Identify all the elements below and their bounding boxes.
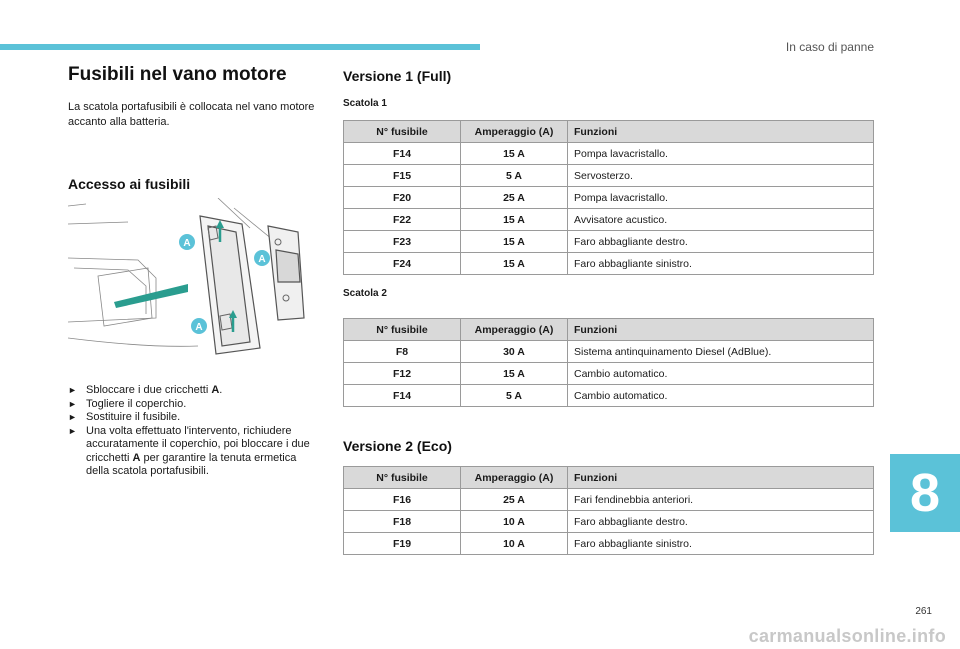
fuse-amperage: 15 A: [461, 143, 568, 165]
col-header-fuse: N° fusibile: [344, 467, 461, 489]
box1-label: Scatola 1: [343, 98, 387, 109]
fuse-amperage: 10 A: [461, 533, 568, 555]
fuse-number: F8: [344, 341, 461, 363]
section-title: In caso di panne: [785, 40, 874, 54]
fuse-number: F19: [344, 533, 461, 555]
fuse-amperage: 15 A: [461, 363, 568, 385]
col-header-amperage: Amperaggio (A): [461, 467, 568, 489]
table-header-row: [344, 121, 874, 143]
table-row: [344, 489, 874, 511]
fuse-number: F12: [344, 363, 461, 385]
col-header-functions: Funzioni: [568, 319, 874, 341]
watermark: carmanualsonline.info: [748, 626, 946, 646]
fuse-amperage: 15 A: [461, 231, 568, 253]
fuse-amperage: 5 A: [461, 385, 568, 407]
fuse-number: F22: [344, 209, 461, 231]
svg-text:A: A: [258, 254, 266, 265]
table-header-row: [344, 319, 874, 341]
version1-heading: Versione 1 (Full): [343, 68, 452, 84]
table-row: [344, 253, 874, 275]
fuse-function: Fari fendinebbia anteriori.: [568, 489, 874, 511]
box2-label: Scatola 2: [343, 288, 387, 299]
fuse-number: F20: [344, 187, 461, 209]
fuse-function: Pompa lavacristallo.: [568, 187, 874, 209]
step-item: ► Una volta effettuato l'intervento, richiudere accuratamente il coperchio, poi bloccare i due cricchetti A per garantire la tenuta ermetica della scatola portafusibili.: [68, 424, 310, 477]
table-row: [344, 165, 874, 187]
box1-fuse-table: [343, 120, 874, 275]
fuse-number: F18: [344, 511, 461, 533]
box2-fuse-table: [343, 318, 874, 407]
version2-fuse-table: [343, 466, 874, 555]
version2-heading: Versione 2 (Eco): [343, 438, 452, 454]
fuse-amperage: 30 A: [461, 341, 568, 363]
fuse-function: Faro abbagliante destro.: [568, 511, 874, 533]
col-header-amperage: Amperaggio (A): [461, 121, 568, 143]
fuse-function: Servosterzo.: [568, 165, 874, 187]
table-row: [344, 341, 874, 363]
col-header-amperage: Amperaggio (A): [461, 319, 568, 341]
col-header-fuse: N° fusibile: [344, 319, 461, 341]
fuse-number: F14: [344, 143, 461, 165]
steps-list: [68, 384, 318, 479]
table-row: [344, 187, 874, 209]
fuse-amperage: 5 A: [461, 165, 568, 187]
fuse-amperage: 10 A: [461, 511, 568, 533]
fuse-number: F16: [344, 489, 461, 511]
fuse-amperage: 25 A: [461, 187, 568, 209]
fuse-amperage: 15 A: [461, 253, 568, 275]
col-header-functions: Funzioni: [568, 121, 874, 143]
fuse-number: F23: [344, 231, 461, 253]
callout-a-right: [254, 250, 270, 266]
step-bullet-icon: ►: [68, 398, 77, 409]
fuse-function: Pompa lavacristallo.: [568, 143, 874, 165]
fuse-function: Sistema antinquinamento Diesel (AdBlue).: [568, 341, 874, 363]
top-accent-bar: [0, 44, 480, 50]
fuse-function: Cambio automatico.: [568, 385, 874, 407]
step-bullet-icon: ►: [68, 412, 77, 422]
fuse-amperage: 15 A: [461, 209, 568, 231]
fuse-function: Avvisatore acustico.: [568, 209, 874, 231]
step-item: ► Sbloccare i due cricchetti A.: [68, 384, 223, 396]
col-header-functions: Funzioni: [568, 467, 874, 489]
table-row: [344, 231, 874, 253]
table-header-row: [344, 467, 874, 489]
fuse-function: Faro abbagliante sinistro.: [568, 253, 874, 275]
step-bullet-icon: ►: [68, 425, 77, 436]
intro-text: La scatola portafusibili è collocata nel vano motore accanto alla batteria.: [68, 101, 315, 128]
table-row: [344, 533, 874, 555]
page-number: 261: [915, 606, 932, 617]
fuse-number: F15: [344, 165, 461, 187]
step-bullet-icon: ►: [68, 385, 77, 395]
access-heading: Accesso ai fusibili: [68, 176, 191, 192]
table-row: [344, 385, 874, 407]
table-row: [344, 511, 874, 533]
fuse-number: F14: [344, 385, 461, 407]
fuse-function: Faro abbagliante destro.: [568, 231, 874, 253]
fuse-function: Faro abbagliante sinistro.: [568, 533, 874, 555]
step-item: ► Togliere il coperchio.: [68, 397, 187, 410]
svg-text:A: A: [195, 322, 203, 333]
table-row: [344, 143, 874, 165]
step-item: ► Sostituire il fusibile.: [68, 411, 181, 423]
fuse-box-illustration: [68, 198, 318, 360]
left-column: [68, 64, 318, 130]
page-title: Fusibili nel vano motore: [68, 64, 287, 85]
table-row: [344, 363, 874, 385]
callout-a-bottom: [191, 318, 207, 334]
col-header-fuse: N° fusibile: [344, 121, 461, 143]
callout-a-top: [179, 234, 195, 250]
fuse-amperage: 25 A: [461, 489, 568, 511]
fuse-function: Cambio automatico.: [568, 363, 874, 385]
svg-text:A: A: [183, 238, 191, 249]
fuse-number: F24: [344, 253, 461, 275]
table-row: [344, 209, 874, 231]
chapter-tab[interactable]: 8: [890, 454, 960, 532]
